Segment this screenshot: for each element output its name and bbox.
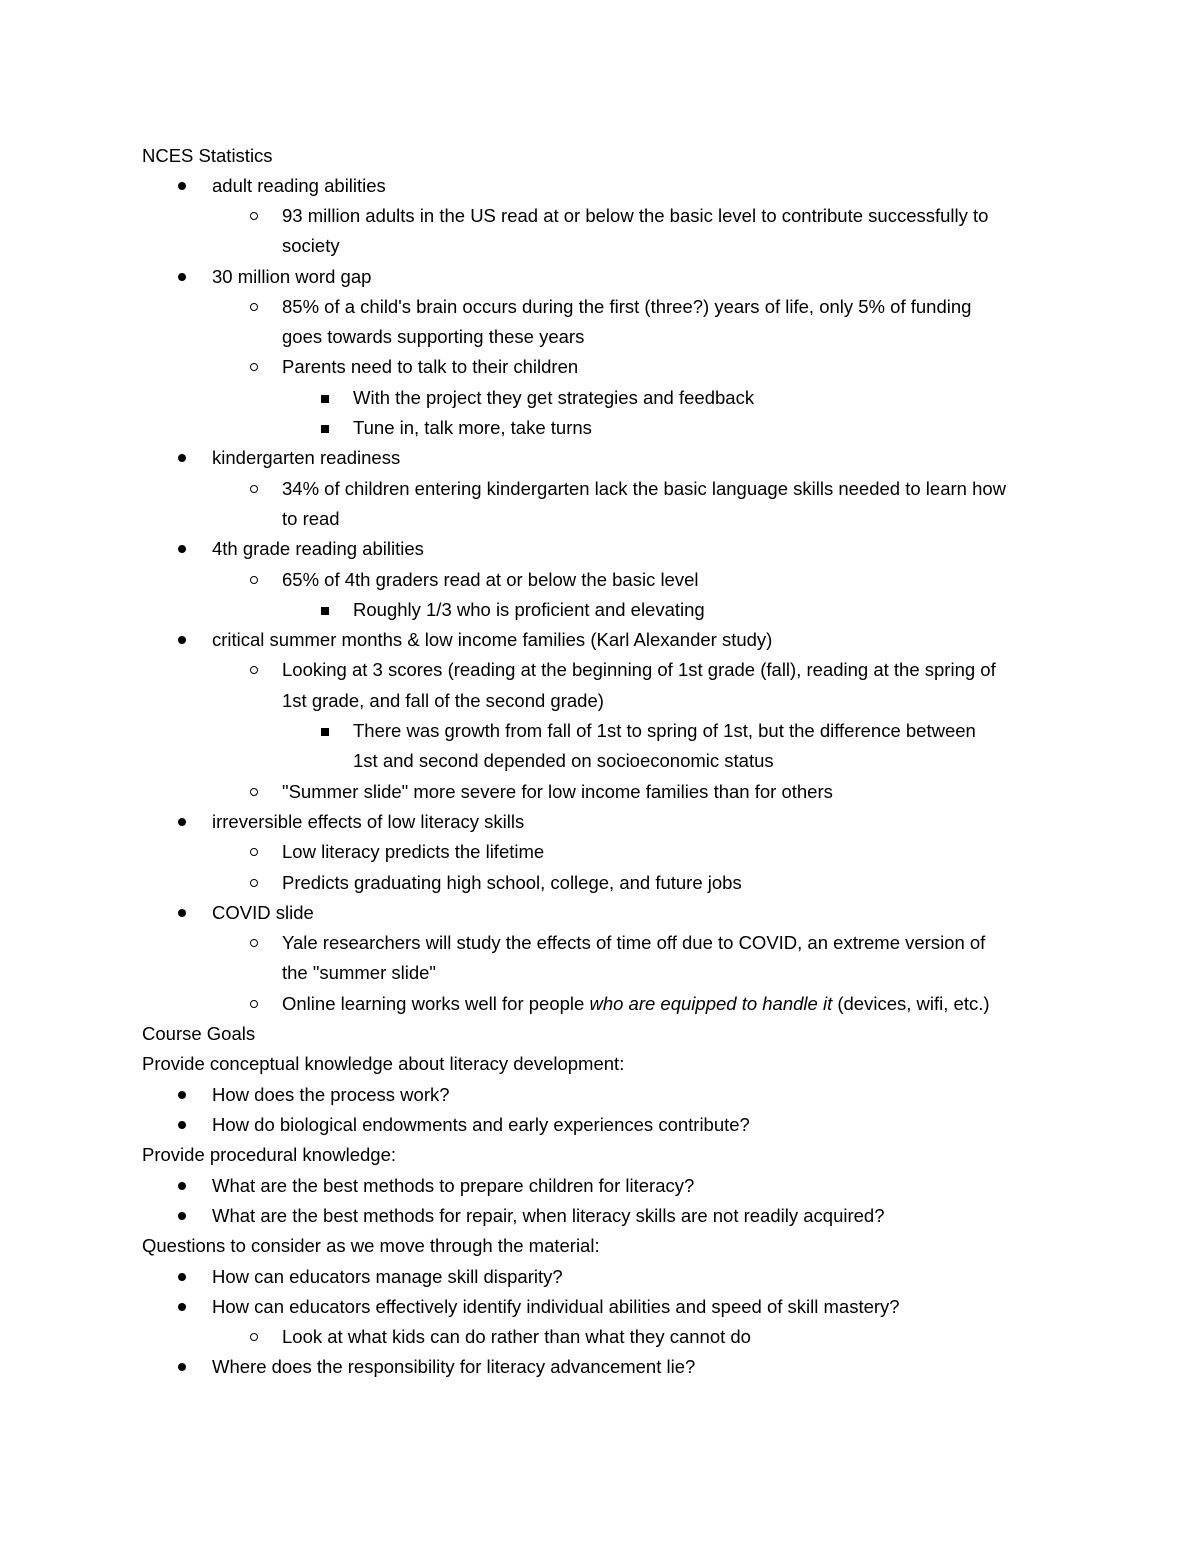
bullet-square-icon: [321, 728, 329, 736]
list-item: "Summer slide" more severe for low income families than for others: [282, 777, 833, 807]
list-item-continuation: the "summer slide": [282, 962, 436, 983]
bullet-disc-icon: [178, 909, 186, 917]
bullet-disc-icon: [178, 273, 186, 281]
bullet-circle-icon: [250, 485, 258, 493]
emphasis-text: who are equipped to handle it: [589, 993, 833, 1014]
list-item: COVID slide: [212, 898, 314, 928]
bullet-circle-icon: [250, 788, 258, 796]
list-item: 4th grade reading abilities: [212, 534, 424, 564]
bullet-circle-icon: [250, 212, 258, 220]
bullet-disc-icon: [178, 1182, 186, 1190]
list-item: Where does the responsibility for literacy advancement lie?: [212, 1352, 695, 1382]
list-item: 30 million word gap: [212, 262, 371, 292]
bullet-disc-icon: [178, 818, 186, 826]
bullet-disc-icon: [178, 1363, 186, 1371]
bullet-circle-icon: [250, 576, 258, 584]
bullet-circle-icon: [250, 1000, 258, 1008]
subheading-questions: Questions to consider as we move through the material:: [142, 1235, 600, 1256]
list-item: Roughly 1/3 who is proficient and elevating: [353, 595, 705, 625]
bullet-circle-icon: [250, 848, 258, 856]
bullet-disc-icon: [178, 1212, 186, 1220]
list-item: What are the best methods to prepare children for literacy?: [212, 1171, 694, 1201]
list-item: How does the process work?: [212, 1080, 450, 1110]
bullet-disc-icon: [178, 1091, 186, 1099]
bullet-circle-icon: [250, 303, 258, 311]
list-item: Parents need to talk to their children: [282, 352, 578, 382]
list-item: Look at what kids can do rather than what they cannot do: [282, 1322, 751, 1352]
list-item: Low literacy predicts the lifetime: [282, 837, 544, 867]
list-item: Looking at 3 scores (reading at the beginning of 1st grade (fall), reading at the spring of: [282, 655, 996, 685]
list-item: irreversible effects of low literacy skills: [212, 807, 524, 837]
bullet-square-icon: [321, 607, 329, 615]
bullet-disc-icon: [178, 1303, 186, 1311]
bullet-square-icon: [321, 395, 329, 403]
list-item: With the project they get strategies and feedback: [353, 383, 754, 413]
list-item: kindergarten readiness: [212, 443, 400, 473]
list-item-continuation: goes towards supporting these years: [282, 326, 585, 347]
bullet-disc-icon: [178, 1273, 186, 1281]
section-heading-nces-statistics: NCES Statistics: [142, 145, 273, 166]
list-item: 34% of children entering kindergarten lack the basic language skills needed to learn how: [282, 474, 1006, 504]
list-item: Predicts graduating high school, college, and future jobs: [282, 868, 742, 898]
bullet-circle-icon: [250, 939, 258, 947]
bullet-disc-icon: [178, 545, 186, 553]
list-item: Tune in, talk more, take turns: [353, 413, 592, 443]
list-item-continuation: 1st and second depended on socioeconomic status: [353, 750, 774, 771]
list-item: How do biological endowments and early experiences contribute?: [212, 1110, 750, 1140]
list-item: How can educators manage skill disparity?: [212, 1262, 563, 1292]
bullet-circle-icon: [250, 666, 258, 674]
subheading-conceptual: Provide conceptual knowledge about literacy development:: [142, 1053, 625, 1074]
list-item: critical summer months & low income families (Karl Alexander study): [212, 625, 772, 655]
list-item: Online learning works well for people who are equipped to handle it (devices, wifi, etc.): [282, 989, 990, 1019]
bullet-circle-icon: [250, 363, 258, 371]
list-item: What are the best methods for repair, when literacy skills are not readily acquired?: [212, 1201, 885, 1231]
list-item: How can educators effectively identify individual abilities and speed of skill mastery?: [212, 1292, 900, 1322]
list-item: Yale researchers will study the effects of time off due to COVID, an extreme version of: [282, 928, 985, 958]
section-heading-course-goals: Course Goals: [142, 1023, 256, 1044]
list-item-continuation: society: [282, 235, 340, 256]
list-item-continuation: 1st grade, and fall of the second grade): [282, 690, 604, 711]
list-item-continuation: to read: [282, 508, 340, 529]
list-item: adult reading abilities: [212, 171, 386, 201]
list-item: 93 million adults in the US read at or below the basic level to contribute successfully to: [282, 201, 988, 231]
bullet-circle-icon: [250, 879, 258, 887]
subheading-procedural: Provide procedural knowledge:: [142, 1144, 397, 1165]
bullet-disc-icon: [178, 1121, 186, 1129]
list-item: There was growth from fall of 1st to spring of 1st, but the difference between: [353, 716, 976, 746]
bullet-square-icon: [321, 425, 329, 433]
bullet-disc-icon: [178, 182, 186, 190]
bullet-disc-icon: [178, 454, 186, 462]
bullet-disc-icon: [178, 636, 186, 644]
list-item: 85% of a child's brain occurs during the first (three?) years of life, only 5% of funding: [282, 292, 971, 322]
bullet-circle-icon: [250, 1333, 258, 1341]
list-item: 65% of 4th graders read at or below the basic level: [282, 565, 699, 595]
